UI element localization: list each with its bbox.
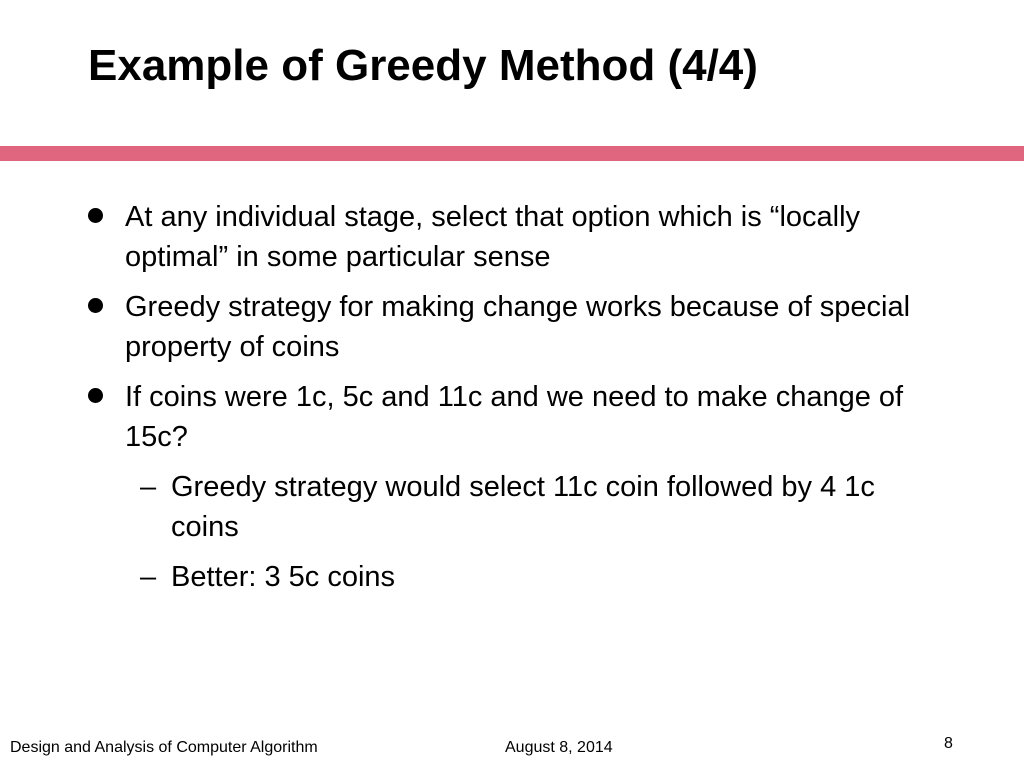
bullet-list [0, 197, 1024, 607]
bullet-text: At any individual stage, select that option which is “locally optimal” in some particular sense [125, 201, 861, 273]
dash-marker: – [140, 471, 157, 503]
bullet-text: If coins were 1c, 5c and 11c and we need to make change of 15c? [125, 381, 904, 453]
bullet-dot-icon [88, 208, 103, 223]
slide-title: Example of Greedy Method (4/4) [88, 41, 758, 90]
title-divider [0, 146, 1024, 161]
footer-course-title: Design and Analysis of Computer Algorithm [10, 739, 318, 756]
dash-marker: – [140, 561, 157, 593]
bullet-dot-icon [88, 298, 103, 313]
subbullet-item [0, 557, 941, 597]
bullet-item [0, 197, 945, 277]
bullet-text: Greedy strategy for making change works because of special property of coins [125, 291, 911, 363]
bullet-dot-icon [88, 388, 103, 403]
subbullet-text: Better: 3 5c coins [171, 561, 396, 593]
subbullet-item [0, 467, 941, 547]
bullet-item [0, 377, 945, 457]
bullet-item [0, 287, 945, 367]
subbullet-text: Greedy strategy would select 11c coin followed by 4 1c coins [171, 471, 875, 543]
footer-date: August 8, 2014 [505, 739, 613, 756]
page-number: 8 [944, 735, 953, 752]
